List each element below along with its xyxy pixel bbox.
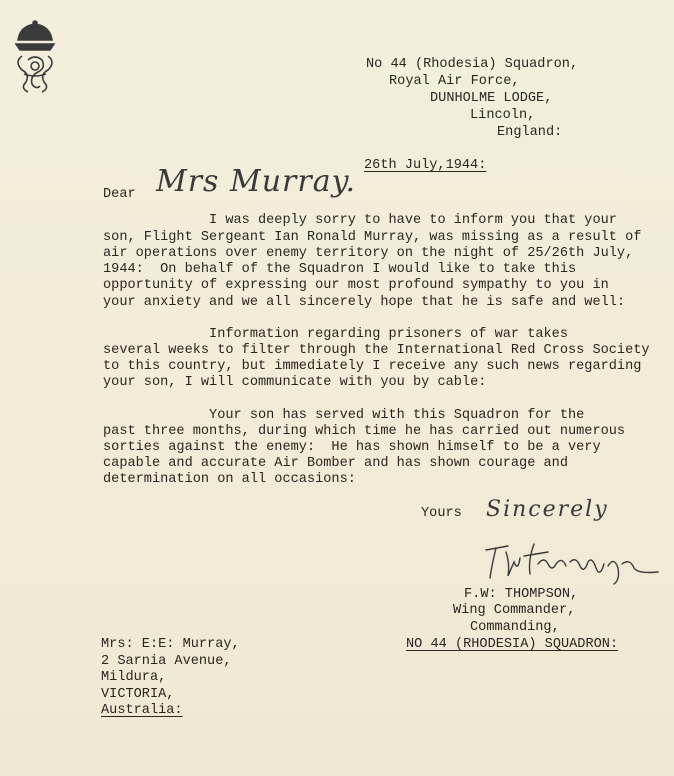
address-line-5: England: bbox=[497, 125, 563, 140]
closing-sincerely-handwritten: Sincerely bbox=[486, 497, 609, 522]
paragraph-2-line: several weeks to filter through the International Red Cross Society bbox=[103, 343, 650, 358]
handwritten-signature bbox=[478, 538, 663, 588]
signatory-rank: Wing Commander, bbox=[453, 603, 576, 618]
salutation-name-handwritten: Mrs Murray. bbox=[156, 164, 357, 199]
signatory-name: F.W: THOMPSON, bbox=[464, 587, 579, 602]
signatory-role: Commanding, bbox=[470, 620, 560, 635]
paragraph-2-line: to this country, but immediately I receive any such news regarding bbox=[103, 359, 642, 374]
paragraph-1-line: son, Flight Sergeant Ian Ronald Murray, was missing as a result of bbox=[103, 230, 642, 245]
address-line-1: No 44 (Rhodesia) Squadron, bbox=[366, 57, 579, 72]
letter-date: 26th July,1944: bbox=[364, 158, 487, 173]
recipient-line-2: 2 Sarnia Avenue, bbox=[101, 654, 232, 669]
paragraph-1-line: 1944: On behalf of the Squadron I would like to take this bbox=[103, 262, 577, 277]
paragraph-3-line: sorties against the enemy: He has shown himself to be a very bbox=[103, 440, 601, 455]
address-line-2: Royal Air Force, bbox=[389, 74, 520, 89]
paragraph-2-line: Information regarding prisoners of war takes bbox=[103, 327, 568, 342]
paragraph-3-line: Your son has served with this Squadron for the bbox=[103, 408, 585, 423]
address-line-3: DUNHOLME LODGE, bbox=[430, 91, 553, 106]
salutation-dear: Dear bbox=[103, 187, 136, 202]
signatory-unit: NO 44 (RHODESIA) SQUADRON: bbox=[406, 637, 619, 652]
recipient-line-5: Australia: bbox=[101, 703, 183, 718]
paragraph-2-line: your son, I will communicate with you by cable: bbox=[103, 375, 487, 390]
paragraph-1-line: opportunity of expressing our most profound sympathy to you in bbox=[103, 278, 609, 293]
paragraph-1-line: I was deeply sorry to have to inform you that your bbox=[103, 213, 617, 228]
paragraph-1-line: air operations over enemy territory on the night of 25/26th July, bbox=[103, 246, 634, 261]
recipient-line-4: VICTORIA, bbox=[101, 687, 175, 702]
recipient-line-1: Mrs: E:E: Murray, bbox=[101, 637, 240, 652]
royal-crest-icon bbox=[10, 20, 60, 98]
address-line-4: Lincoln, bbox=[470, 108, 536, 123]
paragraph-3-line: determination on all occasions: bbox=[103, 472, 356, 487]
paragraph-3-line: past three months, during which time he has carried out numerous bbox=[103, 424, 626, 439]
recipient-line-3: Mildura, bbox=[101, 670, 167, 685]
paragraph-3-line: capable and accurate Air Bomber and has shown courage and bbox=[103, 456, 568, 471]
paragraph-1-line: your anxiety and we all sincerely hope that he is safe and well: bbox=[103, 295, 626, 310]
closing-yours: Yours bbox=[421, 506, 462, 521]
